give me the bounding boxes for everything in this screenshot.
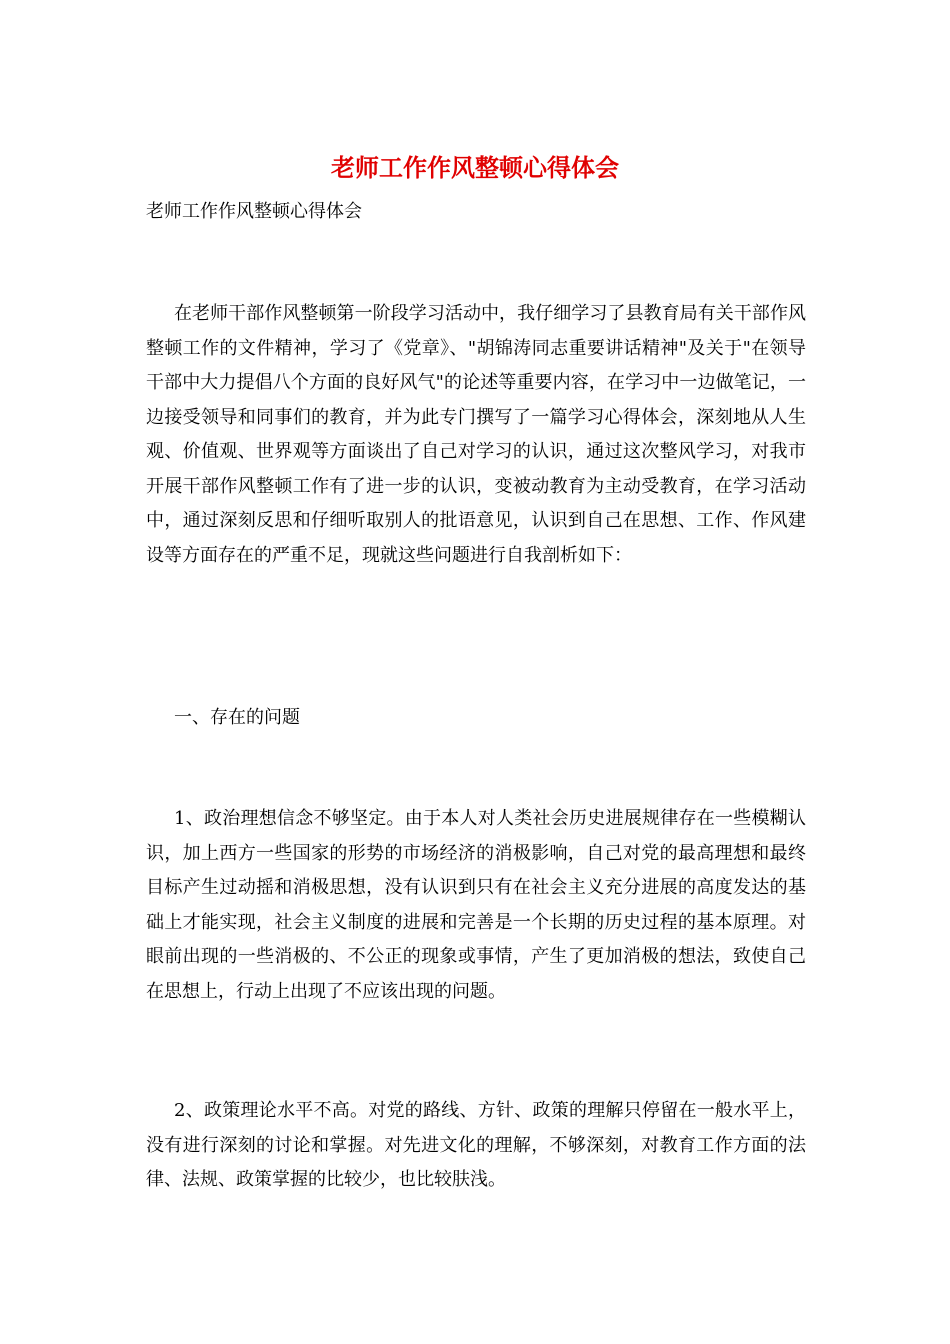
problem-paragraph-2: 2、政策理论水平不高。对党的路线、方针、政策的理解只停留在一般水平上，没有进行深刻的讨论和掌握。对先进文化的理解，不够深刻，对教育工作方面的法律、法规、政策掌握的比较少，也比较肤浅。 (146, 1100, 806, 1190)
section-heading: 一、存在的问题 (174, 707, 300, 728)
intro-paragraph: 在老师干部作风整顿第一阶段学习活动中，我仔细学习了县教育局有关干部作风整顿工作的文件精神，学习了《党章》、"胡锦涛同志重要讲话精神"及关于"在领导干部中大力提倡八个方面的良好风气"的论述等重要内容，在学习中一边做笔记，一边接受领导和同事们的教育，并为此专门撰写了一篇学习心得体会，深刻地从人生观、价值观、世界观等方面谈出了自己对学习的认识，通过这次整风学习，对我市开展干部作风整顿工作有了进一步的认识，变被动教育为主动受教育，在学习活动中，通过深刻反思和仔细听取别人的批语意见，认识到自己在思想、工作、作风建设等方面存在的严重不足，现就这些问题进行自我剖析如下： (146, 303, 806, 566)
document-subtitle: 老师工作作风整顿心得体会 (146, 201, 362, 222)
document-title: 老师工作作风整顿心得体会 (331, 153, 619, 182)
problem-paragraph-1: 1、政治理想信念不够坚定。由于本人对人类社会历史进展规律存在一些模糊认识，加上西方一些国家的形势的市场经济的消极影响，自己对党的最高理想和最终目标产生过动摇和消极思想，没有认识到只有在社会主义充分进展的高度发达的基础上才能实现，社会主义制度的进展和完善是一个长期的历史过程的基本原理。对眼前出现的一些消极的、不公正的现象或事情，产生了更加消极的想法，致使自己在思想上，行动上出现了不应该出现的问题。 (146, 808, 806, 1002)
